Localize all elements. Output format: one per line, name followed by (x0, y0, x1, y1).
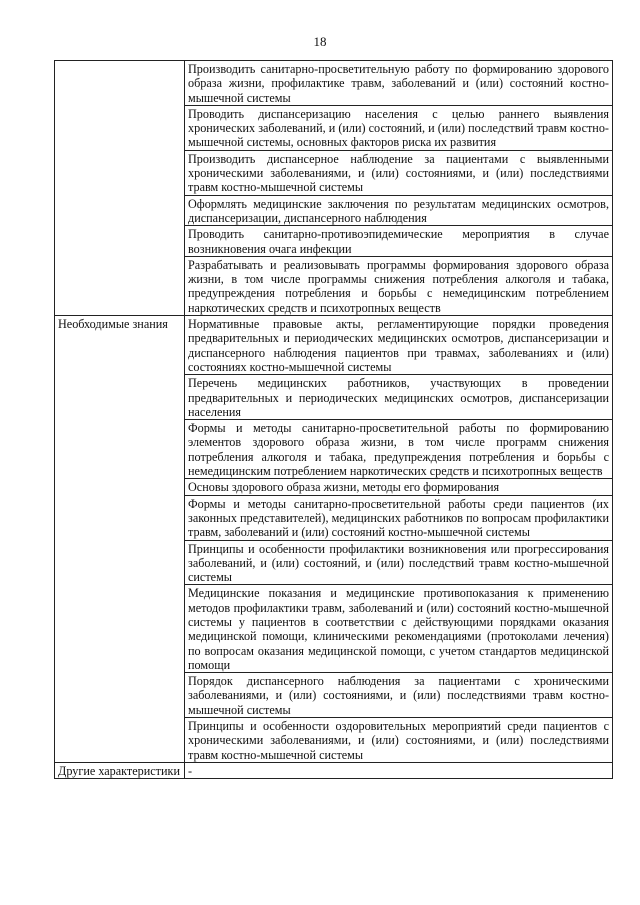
row-text: Производить санитарно-просветительную работу по формированию здорового образа жизни, профилактике травм, заболеваний и (или) состояний костно-мышечной системы (185, 61, 613, 106)
row-text: Принципы и особенности профилактики возникновения или прогрессирования заболеваний, и (или) состояний, и (или) последствий травм костно-мышечной системы (185, 540, 613, 585)
row-text: Оформлять медицинские заключения по результатам медицинских осмотров, диспансеризации, диспансерного наблюдения (185, 195, 613, 226)
row-label (55, 195, 185, 226)
table-row (55, 479, 613, 495)
table-row (55, 585, 613, 673)
row-label (55, 479, 185, 495)
row-text: Проводить санитарно-противоэпидемические мероприятия в случае возникновения очага инфекции (185, 226, 613, 257)
table-row (55, 226, 613, 257)
row-label (55, 105, 185, 150)
row-text: Перечень медицинских работников, участвующих в проведении предварительных и периодических медицинских осмотров, диспансеризации населения (185, 375, 613, 420)
row-label (55, 226, 185, 257)
row-text: - (185, 762, 613, 778)
row-text: Формы и методы санитарно-просветительной работы среди пациентов (их законных представителей), медицинских работников по вопросам профилактики травм, заболеваний и (или) состояний костно-мышечной системы (185, 495, 613, 540)
row-label (55, 420, 185, 479)
table-row (55, 61, 613, 106)
row-text: Принципы и особенности оздоровительных мероприятий среди пациентов с хроническими заболеваниями, и (или) состояниями, и (или) последствиями травм костно-мышечной системы (185, 718, 613, 763)
row-label (55, 495, 185, 540)
row-text: Основы здорового образа жизни, методы его формирования (185, 479, 613, 495)
row-text: Медицинские показания и медицинские противопоказания к применению методов профилактики травм, заболеваний и (или) состояний костно-мышечной системы у пациентов в соответствии с действующими порядками оказания медицинской помощи, клиническими рекомендациями (протоколами лечения) по вопросам оказания медицинской помощи, с учетом стандартов медицинской помощи (185, 585, 613, 673)
page-number: 18 (313, 34, 327, 49)
table-row (55, 762, 613, 778)
table-row (55, 495, 613, 540)
row-label (55, 150, 185, 195)
table-row (55, 375, 613, 420)
table-row (55, 673, 613, 718)
row-label (55, 375, 185, 420)
row-text: Порядок диспансерного наблюдения за пациентами с хроническими заболеваниями, и (или) состояниями, и (или) последствиями травм костно-мышечной системы (185, 673, 613, 718)
row-text: Формы и методы санитарно-просветительной работы по формированию элементов здорового образа жизни, в том числе программ снижения потребления алкоголя и табака, предупреждения потребления и борьбы с немедицинским потреблением наркотических средств и психотропных веществ (185, 420, 613, 479)
table-row (55, 105, 613, 150)
row-label: Необходимые знания (55, 316, 185, 375)
row-label (55, 256, 185, 315)
row-label (55, 718, 185, 763)
table-row (55, 316, 613, 375)
row-label (55, 673, 185, 718)
table-row (55, 256, 613, 315)
row-label (55, 585, 185, 673)
row-text: Разрабатывать и реализовывать программы формирования здорового образа жизни, в том числе программы снижения потребления алкоголя и табака, предупреждения потребления и борьбы с немедицинским потреблением наркотических средств и психотропных веществ (185, 256, 613, 315)
row-label (55, 61, 185, 106)
table-row (55, 420, 613, 479)
table-row (55, 195, 613, 226)
row-text: Нормативные правовые акты, регламентирующие порядки проведения предварительных и периодических медицинских осмотров, диспансеризации и диспансерного наблюдения пациентов при травмах, заболеваниях и (или) состояниях костно-мышечной системы (185, 316, 613, 375)
row-label: Другие характеристики (55, 762, 185, 778)
competency-table (54, 60, 613, 779)
table-row (55, 718, 613, 763)
row-label (55, 540, 185, 585)
table-row (55, 540, 613, 585)
row-text: Проводить диспансеризацию населения с целью раннего выявления хронических заболеваний, и (или) состояний, и (или) последствий травм костно-мышечной системы, основных факторов риска их развития (185, 105, 613, 150)
row-text: Производить диспансерное наблюдение за пациентами с выявленными хроническими заболеваниями, и (или) состояниями, и (или) последствиями травм костно-мышечной системы (185, 150, 613, 195)
table-row (55, 150, 613, 195)
